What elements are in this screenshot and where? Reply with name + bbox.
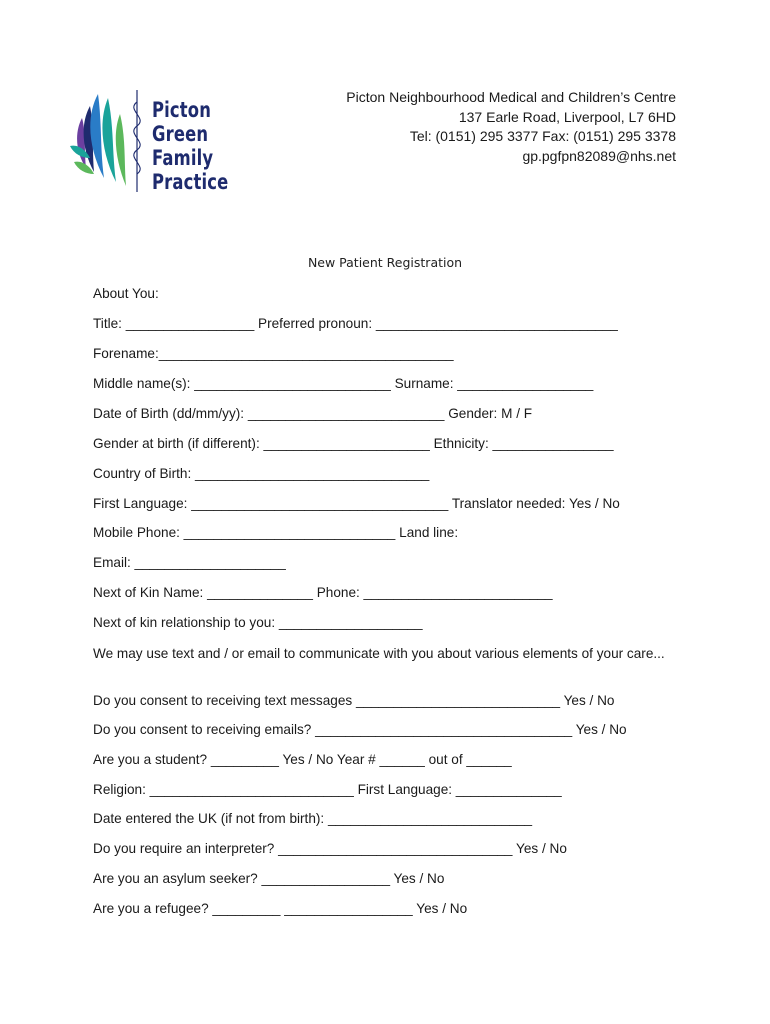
- asylum-seeker-field[interactable]: Are you an asylum seeker? _________________ Yes / No: [93, 871, 445, 886]
- practice-name: Picton Neighbourhood Medical and Children’s Centre: [346, 89, 676, 105]
- practice-email: gp.pgfpn82089@nhs.net: [522, 147, 676, 164]
- date-entered-uk-field[interactable]: Date entered the UK (if not from birth): ___________________________: [93, 811, 533, 826]
- next-of-kin-relationship-field[interactable]: Next of kin relationship to you: ___________________: [93, 615, 423, 630]
- middle-name-surname-field[interactable]: Middle name(s): __________________________ Surname: __________________: [93, 376, 594, 391]
- forename-field[interactable]: Forename:_______________________________________: [93, 346, 454, 361]
- practice-address-block: [346, 88, 676, 166]
- logo-line: Picton: [152, 98, 212, 122]
- next-of-kin-field[interactable]: Next of Kin Name: ______________ Phone: _________________________: [93, 585, 553, 600]
- logo-petal-teal: [102, 98, 116, 182]
- email-field[interactable]: Email: ____________________: [93, 555, 286, 570]
- consent-email-field[interactable]: Do you consent to receiving emails? __________________________________ Yes / No: [93, 722, 627, 737]
- logo-line: Practice: [152, 170, 229, 194]
- logo-petal-green: [116, 114, 126, 186]
- religion-language-field[interactable]: Religion: ___________________________ First Language: ______________: [93, 782, 562, 797]
- title-pronoun-field[interactable]: Title: _________________ Preferred pronoun: ________________________________: [93, 316, 618, 331]
- interpreter-field[interactable]: Do you require an interpreter? _______________________________ Yes / No: [93, 841, 567, 856]
- practice-address: 137 Earle Road, Liverpool, L7 6HD: [458, 108, 676, 125]
- communication-notice: We may use text and / or email to communicate with you about various elements of your care...: [93, 646, 665, 661]
- logo-line: Family: [152, 146, 214, 170]
- practice-phone: Tel: (0151) 295 3377 Fax: (0151) 295 3378: [409, 128, 676, 144]
- dob-gender-field[interactable]: Date of Birth (dd/mm/yy): __________________________ Gender: M / F: [93, 406, 533, 421]
- section-heading-about-you: About You:: [93, 286, 159, 301]
- first-language-translator-field[interactable]: First Language: __________________________________ Translator needed: Yes / No: [93, 496, 620, 511]
- student-field[interactable]: Are you a student? _________ Yes / No Year # ______ out of ______: [93, 752, 512, 767]
- logo-wordmark: [152, 98, 228, 194]
- consent-text-field[interactable]: Do you consent to receiving text messages ___________________________ Yes / No: [93, 693, 615, 708]
- refugee-field[interactable]: Are you a refugee? _________ _________________ Yes / No: [93, 901, 468, 916]
- form-title: New Patient Registration: [307, 255, 463, 270]
- country-of-birth-field[interactable]: Country of Birth: _______________________________: [93, 466, 430, 481]
- logo-line: Green: [152, 122, 209, 146]
- gender-at-birth-ethnicity-field[interactable]: Gender at birth (if different): ______________________ Ethnicity: ________________: [93, 436, 614, 451]
- mobile-landline-field[interactable]: Mobile Phone: ____________________________ Land line:: [93, 525, 459, 540]
